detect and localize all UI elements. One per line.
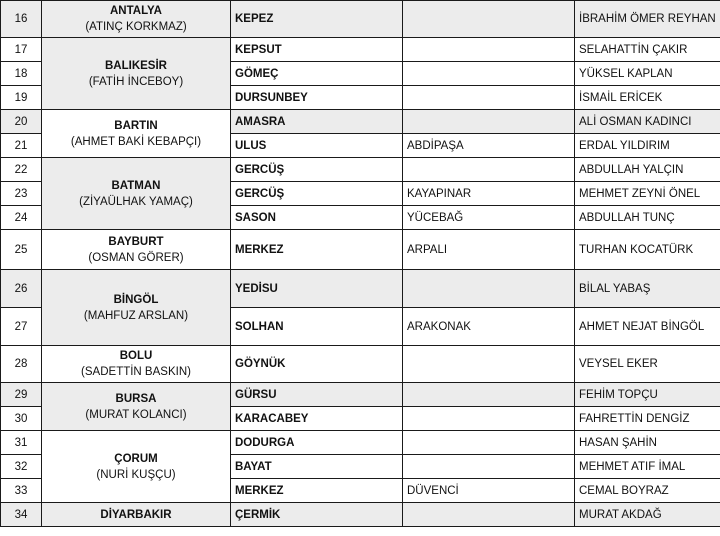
table-row — [1, 110, 720, 134]
table-row — [1, 1, 720, 38]
candidate-cell: MEHMET ATIF İMAL — [575, 455, 720, 479]
town-cell — [403, 455, 575, 479]
town-cell — [403, 407, 575, 431]
province-name: BURSA — [115, 392, 157, 405]
row-number: 34 — [1, 503, 42, 527]
candidate-cell: İSMAİL ERİCEK — [575, 86, 720, 110]
row-number: 27 — [1, 308, 42, 346]
district-cell: KEPEZ — [231, 1, 403, 38]
province-name: BOLU — [119, 350, 153, 362]
district-cell: KARACABEY — [231, 407, 403, 431]
candidate-cell: FEHİM TOPÇU — [575, 383, 720, 407]
district-cell: DODURGA — [231, 431, 403, 455]
candidate-cell: AHMET NEJAT BİNGÖL — [575, 308, 720, 346]
town-cell — [403, 38, 575, 62]
row-number: 31 — [1, 431, 42, 455]
candidate-cell: YÜKSEL KAPLAN — [575, 62, 720, 86]
province-name: BARTIN — [114, 119, 158, 132]
row-number: 23 — [1, 182, 42, 206]
province-cell — [42, 38, 231, 110]
district-cell: ÇERMİK — [231, 503, 403, 527]
row-number: 32 — [1, 455, 42, 479]
town-cell — [403, 270, 575, 308]
province-person: (ATINÇ KORKMAZ) — [85, 21, 187, 33]
province-person: (FATİH İNCEBOY) — [88, 75, 184, 88]
district-cell: MERKEZ — [231, 479, 403, 503]
table-row — [1, 503, 720, 527]
district-cell: GERCÜŞ — [231, 158, 403, 182]
table-row — [1, 383, 720, 407]
row-number: 18 — [1, 62, 42, 86]
province-person: (NURİ KUŞÇU) — [96, 468, 176, 481]
province-name: BİNGÖL — [113, 293, 159, 306]
row-number: 20 — [1, 110, 42, 134]
town-cell — [403, 346, 575, 383]
province-name: ANTALYA — [110, 5, 162, 17]
table-row — [1, 270, 720, 308]
province-name: ÇORUM — [114, 452, 158, 465]
district-cell: YEDİSU — [231, 270, 403, 308]
province-cell — [42, 230, 231, 270]
candidate-cell: ALİ OSMAN KADINCI — [575, 110, 720, 134]
town-cell: DÜVENCİ — [403, 479, 575, 503]
town-cell: ARAKONAK — [403, 308, 575, 346]
province-name: DİYARBAKIR — [100, 508, 172, 521]
town-cell — [403, 62, 575, 86]
candidate-cell: MEHMET ZEYNİ ÖNEL — [575, 182, 720, 206]
district-cell: GÖYNÜK — [231, 346, 403, 383]
province-person: (MAHFUZ ARSLAN) — [83, 309, 189, 322]
province-cell — [42, 110, 231, 158]
candidate-cell: İBRAHİM ÖMER REYHAN — [575, 1, 720, 38]
town-cell: YÜCEBAĞ — [403, 206, 575, 230]
province-person: (AHMET BAKİ KEBAPÇI) — [70, 135, 202, 148]
row-number: 16 — [1, 1, 42, 38]
province-cell — [42, 431, 231, 503]
province-person: (MURAT KOLANCI) — [85, 408, 187, 421]
row-number: 19 — [1, 86, 42, 110]
district-cell: GÜRSU — [231, 383, 403, 407]
candidate-cell: SELAHATTİN ÇAKIR — [575, 38, 720, 62]
district-cell: KEPSUT — [231, 38, 403, 62]
district-cell: DURSUNBEY — [231, 86, 403, 110]
row-number: 24 — [1, 206, 42, 230]
town-cell: ABDİPAŞA — [403, 134, 575, 158]
district-cell: SOLHAN — [231, 308, 403, 346]
town-cell — [403, 503, 575, 527]
candidate-cell: ERDAL YILDIRIM — [575, 134, 720, 158]
candidate-cell: VEYSEL EKER — [575, 346, 720, 383]
candidate-cell: FAHRETTİN DENGİZ — [575, 407, 720, 431]
town-cell — [403, 158, 575, 182]
town-cell — [403, 86, 575, 110]
row-number: 21 — [1, 134, 42, 158]
town-cell: ARPALI — [403, 230, 575, 270]
row-number: 30 — [1, 407, 42, 431]
town-cell — [403, 1, 575, 38]
province-name: BAYBURT — [108, 235, 164, 248]
province-cell — [42, 158, 231, 230]
province-person: (SADETTİN BASKIN) — [81, 366, 191, 378]
table-row — [1, 158, 720, 182]
district-cell: ULUS — [231, 134, 403, 158]
candidate-cell: HASAN ŞAHİN — [575, 431, 720, 455]
row-number: 25 — [1, 230, 42, 270]
row-number: 29 — [1, 383, 42, 407]
district-cell: GERCÜŞ — [231, 182, 403, 206]
row-number: 28 — [1, 346, 42, 383]
candidate-cell: TURHAN KOCATÜRK — [575, 230, 720, 270]
row-number: 22 — [1, 158, 42, 182]
table-row — [1, 346, 720, 383]
town-cell: KAYAPINAR — [403, 182, 575, 206]
province-person: (OSMAN GÖRER) — [88, 251, 184, 264]
candidate-cell: MURAT AKDAĞ — [575, 503, 720, 527]
candidate-cell: ABDULLAH YALÇIN — [575, 158, 720, 182]
town-cell — [403, 383, 575, 407]
province-cell — [42, 270, 231, 346]
table-row — [1, 431, 720, 455]
province-name: BALIKESİR — [105, 59, 167, 72]
district-cell: GÖMEÇ — [231, 62, 403, 86]
district-cell: AMASRA — [231, 110, 403, 134]
province-cell — [42, 383, 231, 431]
town-cell — [403, 110, 575, 134]
province-cell — [42, 503, 231, 527]
district-cell: MERKEZ — [231, 230, 403, 270]
province-cell — [42, 346, 231, 383]
province-cell — [42, 1, 231, 38]
candidate-cell: BİLAL YABAŞ — [575, 270, 720, 308]
candidate-cell: ABDULLAH TUNÇ — [575, 206, 720, 230]
province-person: (ZİYAÜLHAK YAMAÇ) — [79, 195, 193, 208]
table-row — [1, 230, 720, 270]
row-number: 26 — [1, 270, 42, 308]
district-cell: BAYAT — [231, 455, 403, 479]
row-number: 17 — [1, 38, 42, 62]
candidate-cell: CEMAL BOYRAZ — [575, 479, 720, 503]
table-row — [1, 38, 720, 62]
row-number: 33 — [1, 479, 42, 503]
province-name: BATMAN — [111, 179, 161, 192]
town-cell — [403, 431, 575, 455]
district-cell: SASON — [231, 206, 403, 230]
